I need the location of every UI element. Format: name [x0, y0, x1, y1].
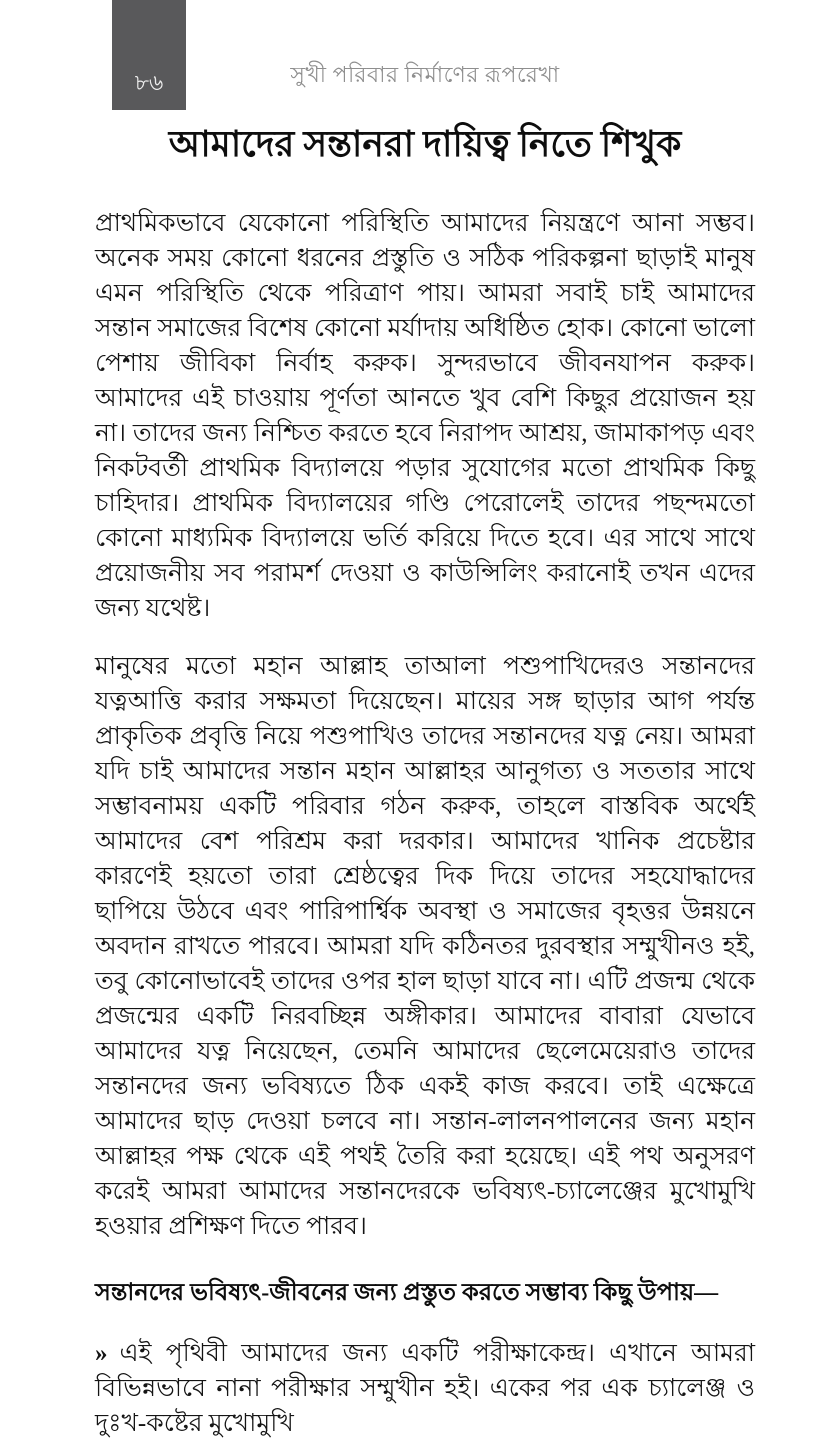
chapter-title: আমাদের সন্তানরা দায়িত্ব নিতে শিখুক	[168, 124, 682, 164]
page-content	[95, 118, 755, 1441]
bullet-marker: »	[95, 1340, 108, 1367]
paragraph-2: মানুষের মতো মহান আল্লাহ তাআলা পশুপাখিদেরও সন্তানদের যত্নআত্তি করার সক্ষমতা দিয়েছেন। মায়ের সঙ্গ ছাড়ার আগ পর্যন্ত প্রাকৃতিক প্রবৃত্তি নিয়ে পশুপাখিও তাদের সন্তানদের যত্ন নেয়। আমরা যদি চাই আমাদের সন্তান মহান আল্লাহর আনুগত্য ও সততার সাথে সম্ভাবনাময় একটি পরিবার গঠন করুক, তাহলে বাস্তবিক অর্থেই আমাদের বেশ পরিশ্রম করা দরকার। আমাদের খানিক প্রচেষ্টার কারণেই হয়তো তারা শ্রেষ্ঠত্বের দিক দিয়ে তাদের সহযোদ্ধাদের ছাপিয়ে উঠবে এবং পারিপার্শ্বিক অবস্থা ও সমাজের বৃহত্তর উন্নয়নে অবদান রাখতে পারবে। আমরা যদি কঠিনতর দুরবস্থার সম্মুখীনও হই, তবু কোনোভাবেই তাদের ওপর হাল ছাড়া যাবে না। এটি প্রজন্ম থেকে প্রজন্মের একটি নিরবচ্ছিন্ন অঙ্গীকার। আমাদের বাবারা যেভাবে আমাদের যত্ন নিয়েছেন, তেমনি আমাদের ছেলেমেয়েরাও তাদের সন্তানদের জন্য ভবিষ্যতে ঠিক একই কাজ করবে। তাই এক্ষেত্রে আমাদের ছাড় দেওয়া চলবে না। সন্তান-লালনপালনের জন্য মহান আল্লাহর পক্ষ থেকে এই পথই তৈরি করা হয়েছে। এই পথ অনুসরণ করেই আমরা আমাদের সন্তানদেরকে ভবিষ্যৎ-চ্যালেঞ্জের মুখোমুখি হওয়ার প্রশিক্ষণ দিতে পারব।	[95, 653, 755, 1240]
section-subheading: সন্তানদের ভবিষ্যৎ-জীবনের জন্য প্রস্তুত করতে সম্ভাব্য কিছু উপায়—	[95, 1280, 719, 1306]
list-item	[95, 1336, 755, 1441]
running-header: সুখী পরিবার নির্মাণের রূপরেখা	[290, 62, 560, 87]
paragraph-1: প্রাথমিকভাবে যেকোনো পরিস্থিতি আমাদের নিয়ন্ত্রণে আনা সম্ভব। অনেক সময় কোনো ধরনের প্রস্তুতি ও সঠিক পরিকল্পনা ছাড়াই মানুষ এমন পরিস্থিতি থেকে পরিত্রাণ পায়। আমরা সবাই চাই আমাদের সন্তান সমাজের বিশেষ কোনো মর্যাদায় অধিষ্ঠিত হোক। কোনো ভালো পেশায় জীবিকা নির্বাহ করুক। সুন্দরভাবে জীবনযাপন করুক। আমাদের এই চাওয়ায় পূর্ণতা আনতে খুব বেশি কিছুর প্রয়োজন হয় না। তাদের জন্য নিশ্চিত করতে হবে নিরাপদ আশ্রয়, জামাকাপড় এবং নিকটবর্তী প্রাথমিক বিদ্যালয়ে পড়ার সুযোগের মতো প্রাথমিক কিছু চাহিদার। প্রাথমিক বিদ্যালয়ের গণ্ডি পেরোলেই তাদের পছন্দমতো কোনো মাধ্যমিক বিদ্যালয়ে ভর্তি করিয়ে দিতে হবে। এর সাথে সাথে প্রয়োজনীয় সব পরামর্শ দেওয়া ও কাউন্সিলিং করানোই তখন এদের জন্য যথেষ্ট।	[95, 210, 755, 622]
bullet-text: এই পৃথিবী আমাদের জন্য একটি পরীক্ষাকেন্দ্র। এখানে আমরা বিভিন্নভাবে নানা পরীক্ষার সম্মুখীন হই। একের পর এক চ্যালেঞ্জ ও দুঃখ-কষ্টের মুখোমুখি	[95, 1340, 755, 1437]
page-number: ৮৬	[134, 70, 164, 95]
